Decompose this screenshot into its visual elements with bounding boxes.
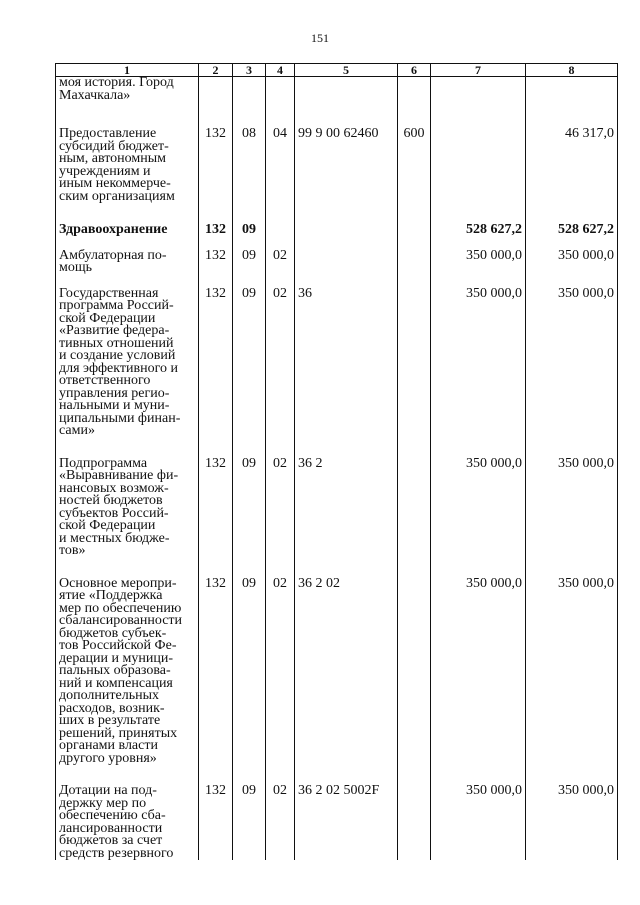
cell-col-2: 132 (199, 578, 233, 786)
col-header-3: 3 (233, 64, 266, 77)
row-name: Основное меропри- ятие «Поддержка мер по обеспечению сбалансированности бюджетов субъек- тов Российской Фе- дерации и муници- пальных образова- ний и компенсация дополнительных расходов, возник- ших в результате решений, принятых органами власти другого уровня» (56, 578, 199, 786)
cell-col-7 (431, 128, 526, 224)
cell-col-2 (199, 77, 233, 129)
cell-col-5: 36 2 02 (295, 578, 398, 786)
budget-table (55, 63, 618, 860)
cell-col-2: 132 (199, 224, 233, 250)
cell-col-7 (431, 77, 526, 129)
cell-col-4: 04 (266, 128, 295, 224)
cell-col-8: 350 000,0 (526, 785, 618, 860)
cell-col-4 (266, 224, 295, 250)
table-row (56, 458, 618, 578)
cell-col-6: 600 (398, 128, 431, 224)
row-name: Подпрограмма «Выравнивание фи- нансовых возмож- ностей бюджетов субъектов Россий- ской Федерации и местных бюдже- тов» (56, 458, 199, 578)
cell-col-8: 528 627,2 (526, 224, 618, 250)
cell-col-4 (266, 77, 295, 129)
row-name: Амбулаторная по- мощь (56, 250, 199, 288)
cell-col-4: 02 (266, 785, 295, 860)
cell-col-5 (295, 77, 398, 129)
col-header-2: 2 (199, 64, 233, 77)
table-row (56, 224, 618, 250)
cell-col-2: 132 (199, 250, 233, 288)
col-header-6: 6 (398, 64, 431, 77)
cell-col-4: 02 (266, 288, 295, 458)
cell-col-8: 350 000,0 (526, 250, 618, 288)
cell-col-3: 09 (233, 224, 266, 250)
cell-col-6 (398, 578, 431, 786)
cell-col-6 (398, 224, 431, 250)
table-row (56, 128, 618, 224)
cell-col-5 (295, 224, 398, 250)
row-name: Государственная программа Россий- ской Федерации «Развитие федера- тивных отношений и создание условий для эффективного и ответственного управления регио- нальными и муни- ципальными финан- сами» (56, 288, 199, 458)
cell-col-7: 350 000,0 (431, 578, 526, 786)
cell-col-6 (398, 77, 431, 129)
cell-col-4: 02 (266, 250, 295, 288)
cell-col-5: 36 2 (295, 458, 398, 578)
cell-col-7: 350 000,0 (431, 785, 526, 860)
cell-col-5 (295, 250, 398, 288)
cell-col-4: 02 (266, 578, 295, 786)
cell-col-7: 350 000,0 (431, 288, 526, 458)
table-body (56, 77, 618, 861)
row-name: моя история. Город Махачкала» (56, 77, 199, 129)
cell-col-2: 132 (199, 458, 233, 578)
cell-col-3: 09 (233, 250, 266, 288)
cell-col-6 (398, 785, 431, 860)
page-number: 151 (311, 31, 329, 45)
table-row (56, 578, 618, 786)
cell-col-7: 350 000,0 (431, 250, 526, 288)
table-row (56, 785, 618, 860)
cell-col-8: 350 000,0 (526, 578, 618, 786)
cell-col-5: 36 2 02 5002F (295, 785, 398, 860)
cell-col-8 (526, 77, 618, 129)
table-row (56, 288, 618, 458)
cell-col-3: 09 (233, 288, 266, 458)
cell-col-3: 09 (233, 458, 266, 578)
cell-col-8: 46 317,0 (526, 128, 618, 224)
cell-col-2: 132 (199, 288, 233, 458)
col-header-5: 5 (295, 64, 398, 77)
cell-col-3: 09 (233, 785, 266, 860)
cell-col-3: 08 (233, 128, 266, 224)
cell-col-8: 350 000,0 (526, 288, 618, 458)
col-header-4: 4 (266, 64, 295, 77)
cell-col-4: 02 (266, 458, 295, 578)
cell-col-7: 350 000,0 (431, 458, 526, 578)
cell-col-7: 528 627,2 (431, 224, 526, 250)
row-name: Дотации на под- держку мер по обеспечению сба- лансированности бюджетов за счет средств резервного (56, 785, 199, 860)
cell-col-5: 99 9 00 62460 (295, 128, 398, 224)
table-row (56, 250, 618, 288)
cell-col-6 (398, 250, 431, 288)
row-name: Предоставление субсидий бюджет- ным, автономным учреждениям и иным некоммерче- ским организациям (56, 128, 199, 224)
row-name: Здравоохранение (56, 224, 199, 250)
cell-col-3 (233, 77, 266, 129)
cell-col-6 (398, 288, 431, 458)
col-header-1: 1 (56, 64, 199, 77)
col-header-8: 8 (526, 64, 618, 77)
cell-col-2: 132 (199, 785, 233, 860)
col-header-7: 7 (431, 64, 526, 77)
table-row (56, 77, 618, 129)
cell-col-2: 132 (199, 128, 233, 224)
cell-col-5: 36 (295, 288, 398, 458)
cell-col-3: 09 (233, 578, 266, 786)
cell-col-8: 350 000,0 (526, 458, 618, 578)
cell-col-6 (398, 458, 431, 578)
